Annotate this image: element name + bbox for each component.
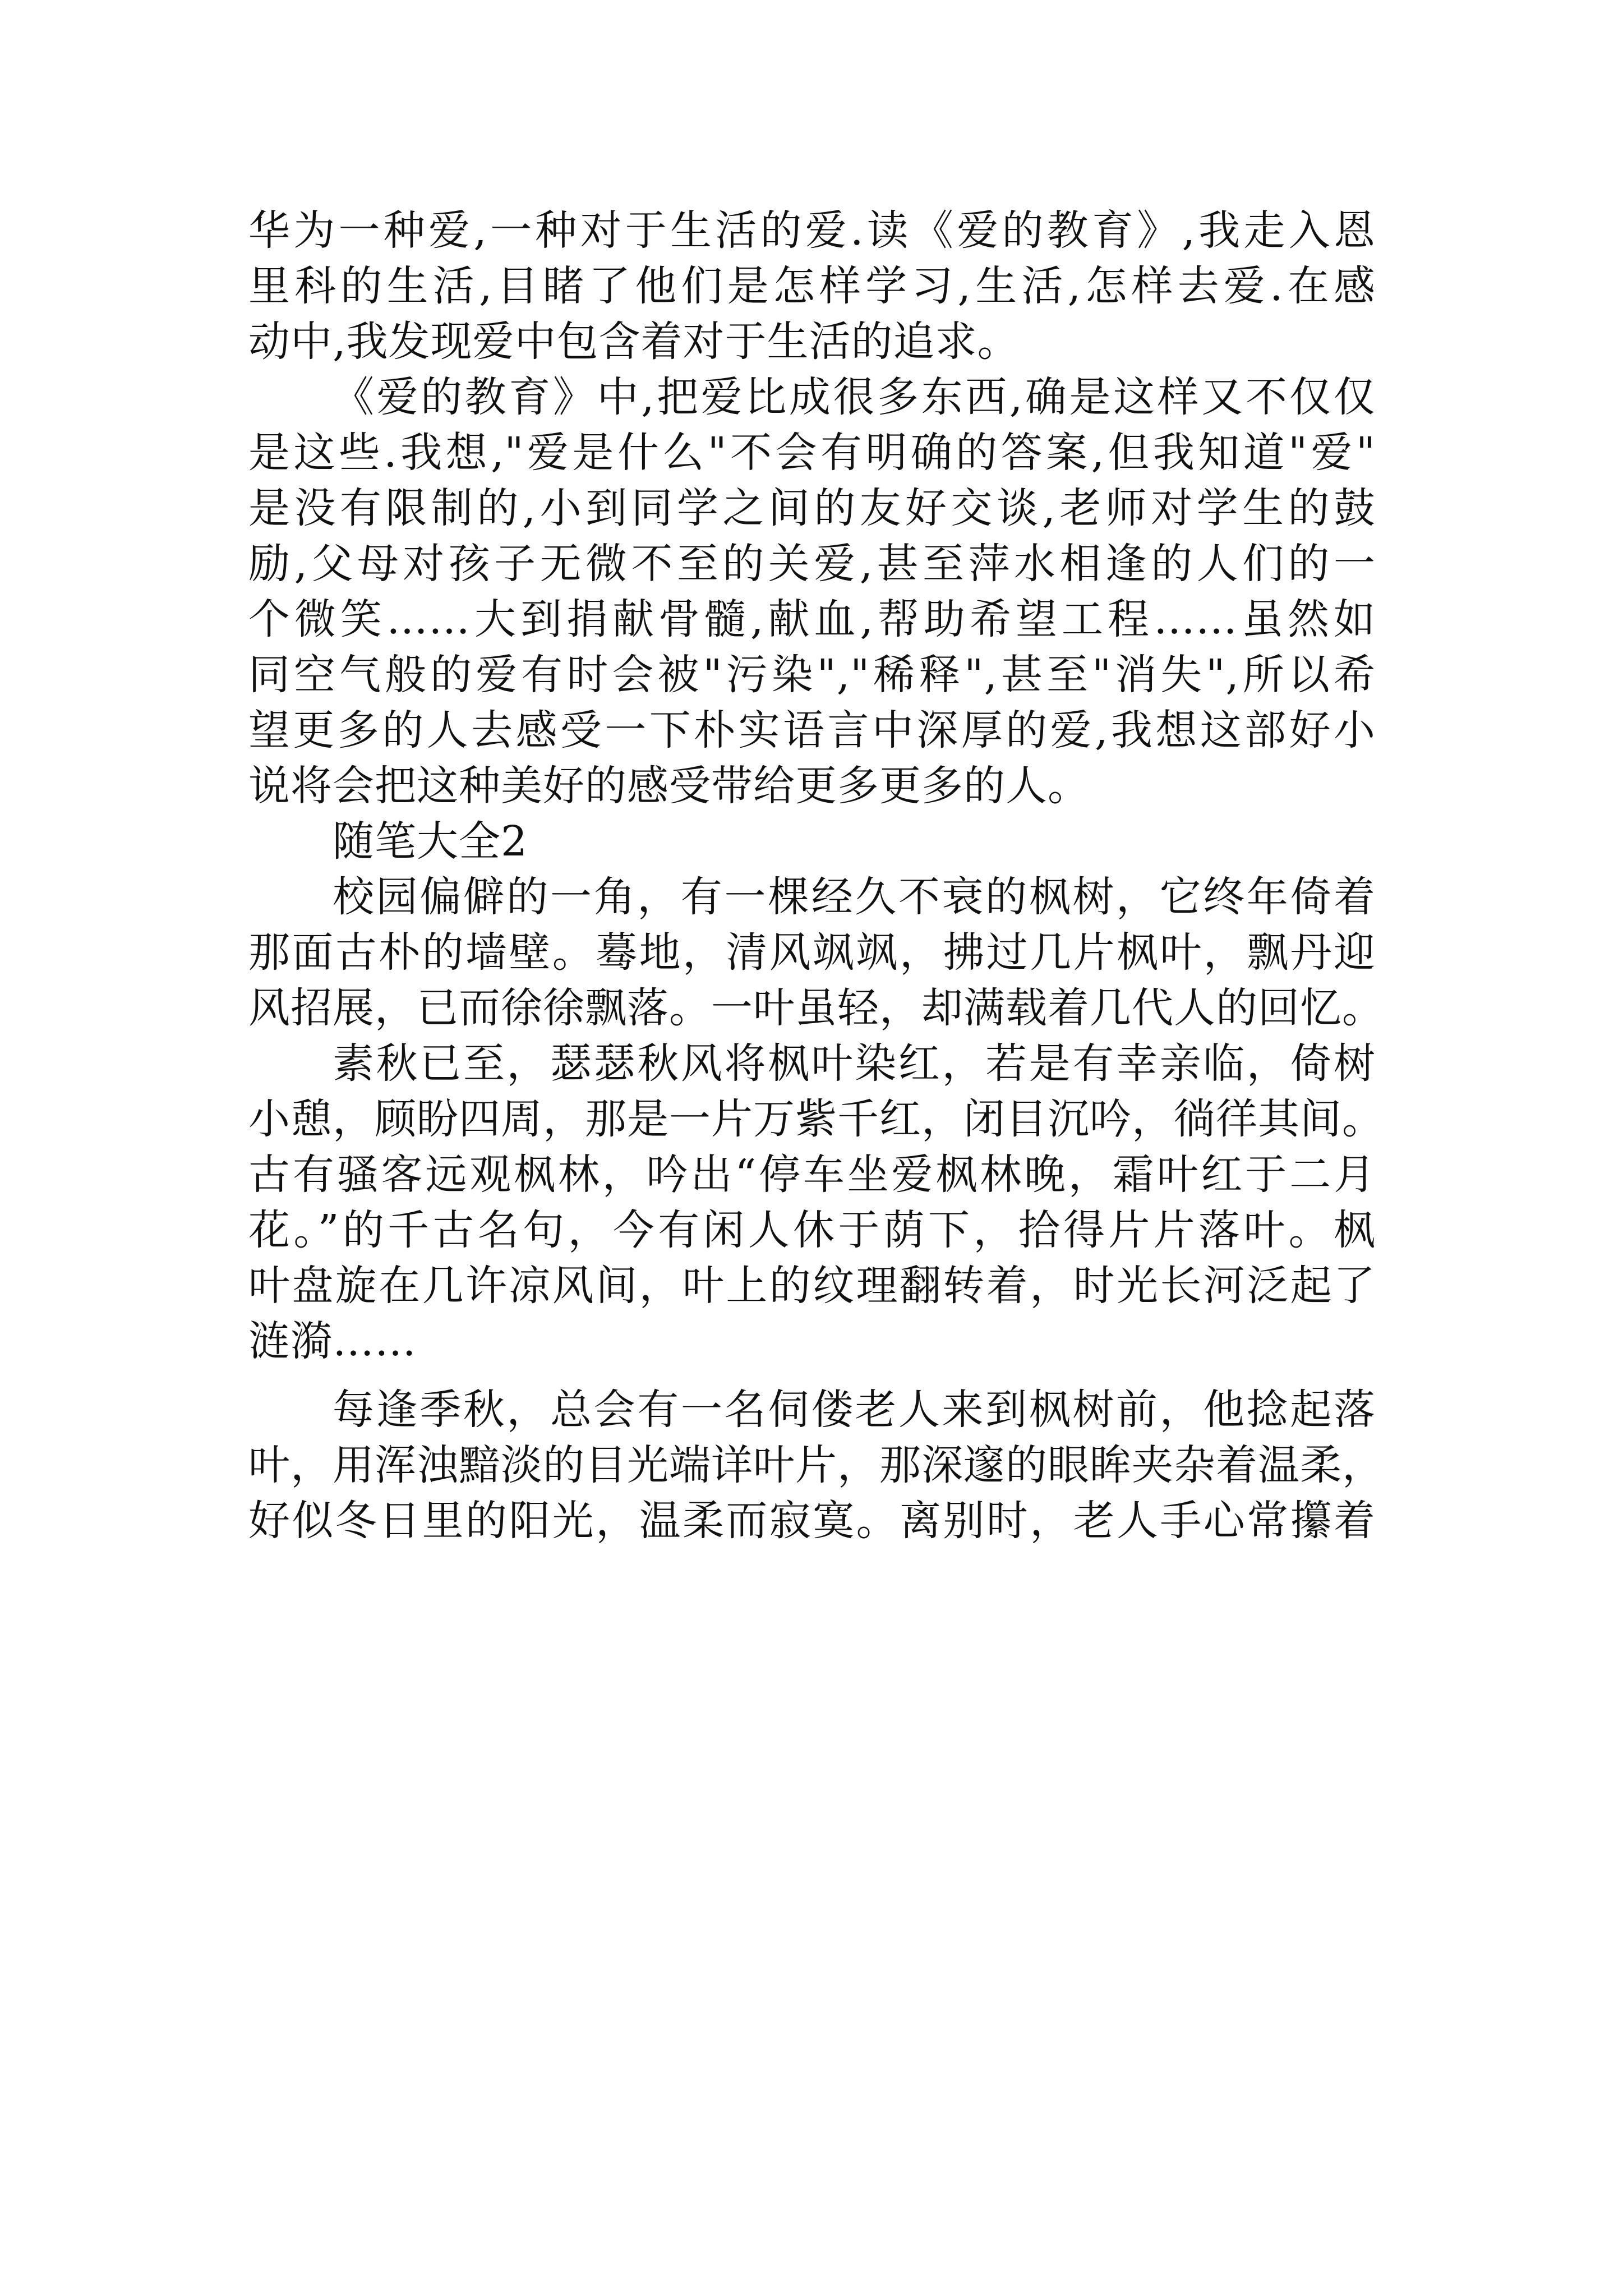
heading-text: 随笔大全2 [333, 817, 528, 866]
text-line: 里科的生活,目睹了他们是怎样学习,生活,怎样去爱.在感 [248, 262, 1376, 310]
text-line: 小憩，顾盼四周，那是一片万紫千红，闭目沉吟，徜徉其间。 [248, 1095, 1384, 1143]
document-body [248, 203, 1384, 1549]
text-line: 望更多的人去感受一下朴实语言中深厚的爱,我想这部好小 [248, 706, 1376, 754]
paragraph-2 [248, 370, 1376, 814]
paragraph-1 [248, 203, 1376, 370]
text-line: 那面古朴的墙壁。蓦地，清风飒飒，拂过几片枫叶，飘丹迎 [248, 928, 1376, 977]
text-line: 同空气般的爱有时会被"污染","稀释",甚至"消失",所以希 [248, 651, 1376, 699]
text-line: 《爱的教育》中,把爱比成很多东西,确是这样又不仅仅 [333, 373, 1376, 421]
text-line: 古有骚客远观枫林，吟出“停车坐爱枫林晚，霜叶红于二月 [248, 1151, 1376, 1199]
text-line: 风招展，已而徐徐飘落。一叶虽轻，却满载着几代人的回忆。 [248, 984, 1384, 1032]
text-line: 素秋已至，瑟瑟秋风将枫叶染红，若是有幸亲临，倚树 [333, 1039, 1376, 1088]
paragraph-5 [248, 1382, 1384, 1549]
text-line: 叶盘旋在几许凉风间，叶上的纹理翻转着，时光长河泛起了 [248, 1262, 1376, 1310]
text-line: 动中,我发现爱中包含着对于生活的追求。 [248, 318, 1020, 366]
text-line: 说将会把这种美好的感受带给更多更多的人。 [248, 762, 1090, 810]
paragraph-gap [248, 1369, 1376, 1382]
text-line: 个微笑……大到捐献骨髓,献血,帮助希望工程……虽然如 [248, 595, 1376, 643]
section-heading [248, 814, 1376, 869]
text-line: 华为一种爱,一种对于生活的爱.读《爱的教育》,我走入恩 [248, 206, 1376, 255]
text-line: 励,父母对孩子无微不至的关爱,甚至萍水相逢的人们的一 [248, 540, 1376, 588]
text-line: 花。”的千古名句，今有闲人休于荫下，拾得片片落叶。枫 [248, 1206, 1376, 1254]
text-line: 是这些.我想,"爱是什么"不会有明确的答案,但我知道"爱" [248, 429, 1376, 477]
text-line: 好似冬日里的阳光，温柔而寂寞。离别时，老人手心常攥着 [248, 1497, 1376, 1545]
text-line: 涟漪…… [248, 1317, 417, 1365]
text-line: 叶，用浑浊黯淡的目光端详叶片，那深邃的眼眸夹杂着温柔， [248, 1441, 1384, 1489]
text-line: 校园偏僻的一角，有一棵经久不衰的枫树，它终年倚着 [333, 873, 1376, 921]
text-line: 每逢季秋，总会有一名伺偻老人来到枫树前，他捻起落 [333, 1386, 1376, 1434]
paragraph-3 [248, 869, 1384, 1036]
text-line: 是没有限制的,小到同学之间的友好交谈,老师对学生的鼓 [248, 484, 1376, 532]
paragraph-4 [248, 1036, 1384, 1369]
